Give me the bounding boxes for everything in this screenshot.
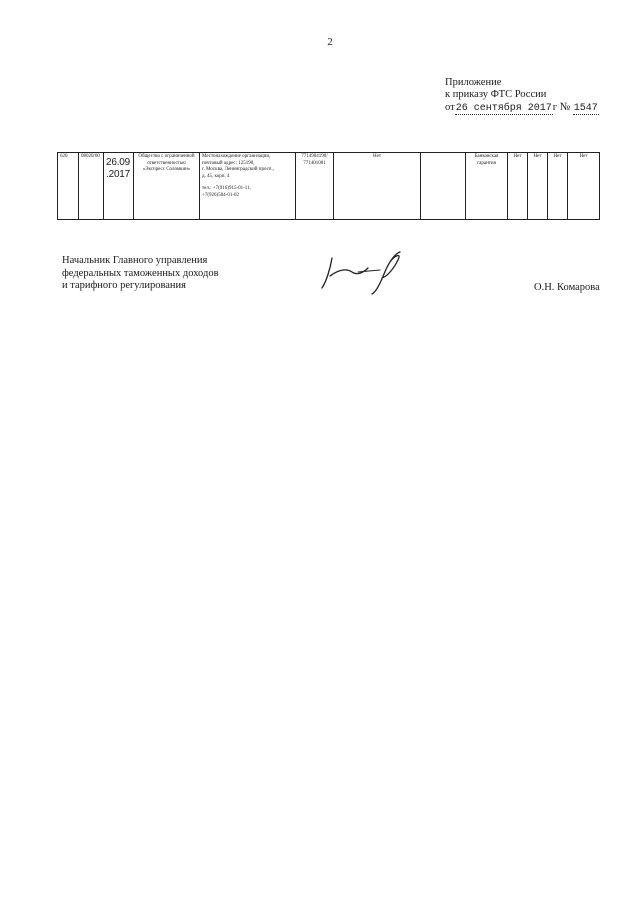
handwritten-signature: [318, 248, 408, 296]
cell-no-4: Нет: [548, 153, 568, 220]
cell-date: 26.09.2017: [104, 153, 134, 220]
signatory-title-line: и тарифного регулирования: [62, 280, 186, 291]
appendix-number-label: №: [559, 101, 571, 113]
appendix-date-prefix: от: [445, 102, 455, 113]
phone-line: +7(926)584-01-02: [202, 192, 239, 198]
signatory-name: О.Н. Комарова: [534, 282, 600, 293]
appendix-order-reference: к приказу ФТС России: [445, 89, 547, 100]
page-number: 2: [327, 36, 333, 48]
cell-no-5: Нет: [568, 153, 600, 220]
appendix-date: 26 сентября 2017: [455, 103, 552, 114]
cell-inn-kpp: 7714904190/ 771401001: [296, 153, 334, 220]
cell-organization-name: Общество с ограниченной ответственностью «Экспресс Соломкин»: [134, 153, 200, 220]
cell-guarantee: Банковская гарантия: [466, 153, 508, 220]
appendix-date-line: [445, 101, 599, 115]
signatory-title-line: федеральных таможенных доходов: [62, 267, 219, 279]
appendix-number: 1547: [573, 103, 598, 114]
address-line: Местонахождение организации,: [202, 154, 271, 159]
appendix-year-suffix: г: [552, 102, 558, 113]
cell-registry-id: 620: [58, 153, 79, 220]
appendix-title: Приложение: [445, 77, 502, 88]
address-line: почтовый адрес: 125190,: [202, 160, 255, 166]
address-line: г. Москва, Ленинградский просп.,: [202, 167, 274, 172]
registry-table: [57, 152, 600, 220]
cell-no-3: Нет: [528, 153, 548, 220]
cell-no-2: Нет: [508, 153, 528, 220]
table-row: [58, 153, 600, 220]
appendix-header: [445, 77, 599, 115]
cell-no-1: Нет: [334, 153, 421, 220]
signatory-title: [62, 255, 219, 293]
address-line: д. 45, корп. 4: [202, 173, 230, 179]
cell-address: [200, 153, 296, 220]
cell-empty: [421, 153, 466, 220]
signatory-title-line: Начальник Главного управления: [62, 255, 208, 266]
cell-code: 08020/00: [79, 153, 104, 220]
phone-line: тел.: +7(916)915-01-11,: [202, 186, 251, 191]
